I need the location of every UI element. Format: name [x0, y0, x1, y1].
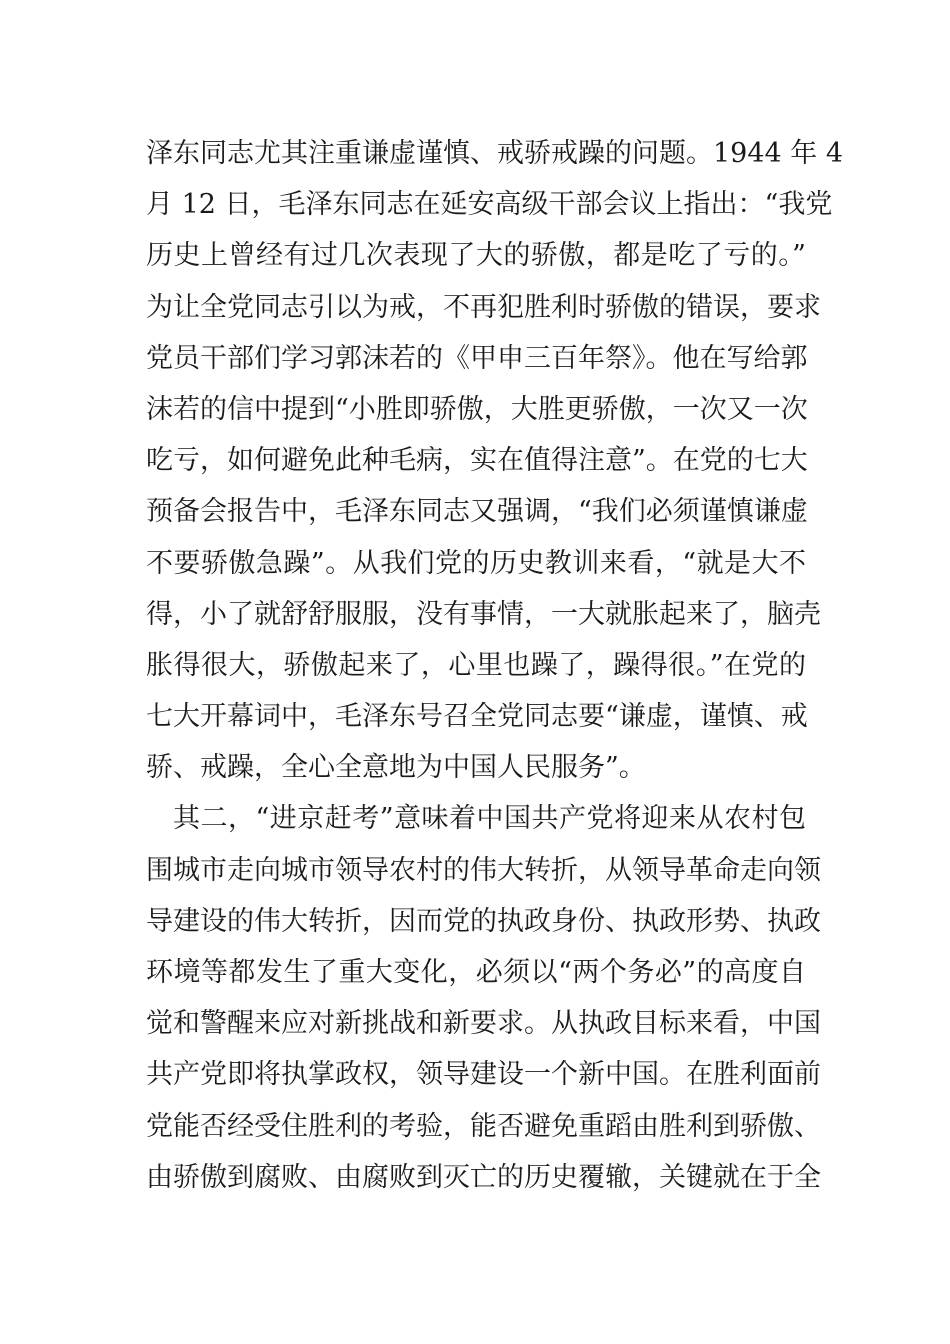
- paragraph-line: 月 12 日，毛泽东同志在延安高级干部会议上指出：“我党: [146, 189, 833, 221]
- paragraph-line: 骄、戒躁，全心全意地为中国人民服务”。: [146, 752, 646, 784]
- paragraph-line: 沫若的信中提到“小胜即骄傲，大胜更骄傲，一次又一次: [146, 393, 808, 425]
- paragraph-line: 得，小了就舒舒服服，没有事情，一大就胀起来了，脑壳: [146, 598, 821, 630]
- paragraph-line: 为让全党同志引以为戒，不再犯胜利时骄傲的错误，要求: [146, 291, 821, 323]
- paragraph-line: 吃亏，如何避免此种毛病，实在值得注意”。在党的七大: [146, 445, 808, 477]
- paragraph-2: [146, 793, 821, 1203]
- paragraph-line: 由骄傲到腐败、由腐败到灭亡的历史覆辙，关键就在于全: [146, 1161, 821, 1193]
- paragraph-line: 胀得很大，骄傲起来了，心里也躁了，躁得很。”在党的: [146, 649, 806, 681]
- paragraph-line: 导建设的伟大转折，因而党的执政身份、执政形势、执政: [146, 905, 821, 937]
- paragraph-line: 其二，“进京赶考”意味着中国共产党将迎来从农村包: [173, 803, 806, 835]
- paragraph-line: 党能否经受住胜利的考验，能否避免重蹈由胜利到骄傲、: [146, 1110, 821, 1142]
- paragraph-line: 党员干部们学习郭沫若的《甲申三百年祭》。他在写给郭: [146, 342, 808, 374]
- paragraph-line: 环境等都发生了重大变化，必须以“两个务必”的高度自: [146, 957, 806, 988]
- paragraph-line: 泽东同志尤其注重谦虚谨慎、戒骄戒躁的问题。1944 年 4: [146, 138, 844, 169]
- body-text: [146, 128, 844, 1203]
- paragraph-line: 围城市走向城市领导农村的伟大转折，从领导革命走向领: [146, 854, 821, 886]
- paragraph-line: 不要骄傲急躁”。从我们党的历史教训来看，“就是大不: [146, 547, 806, 579]
- paragraph-1: [146, 128, 844, 793]
- paragraph-line: 预备会报告中，毛泽东同志又强调，“我们必须谨慎谦虚: [146, 496, 808, 528]
- paragraph-line: 觉和警醒来应对新挑战和新要求。从执政目标来看，中国: [146, 1008, 821, 1040]
- paragraph-line: 七大开幕词中，毛泽东号召全党同志要“谦虚，谨慎、戒: [146, 701, 808, 733]
- paragraph-line: 历史上曾经有过几次表现了大的骄傲，都是吃了亏的。”: [146, 240, 806, 272]
- paragraph-line: 共产党即将执掌政权，领导建设一个新中国。在胜利面前: [146, 1059, 821, 1091]
